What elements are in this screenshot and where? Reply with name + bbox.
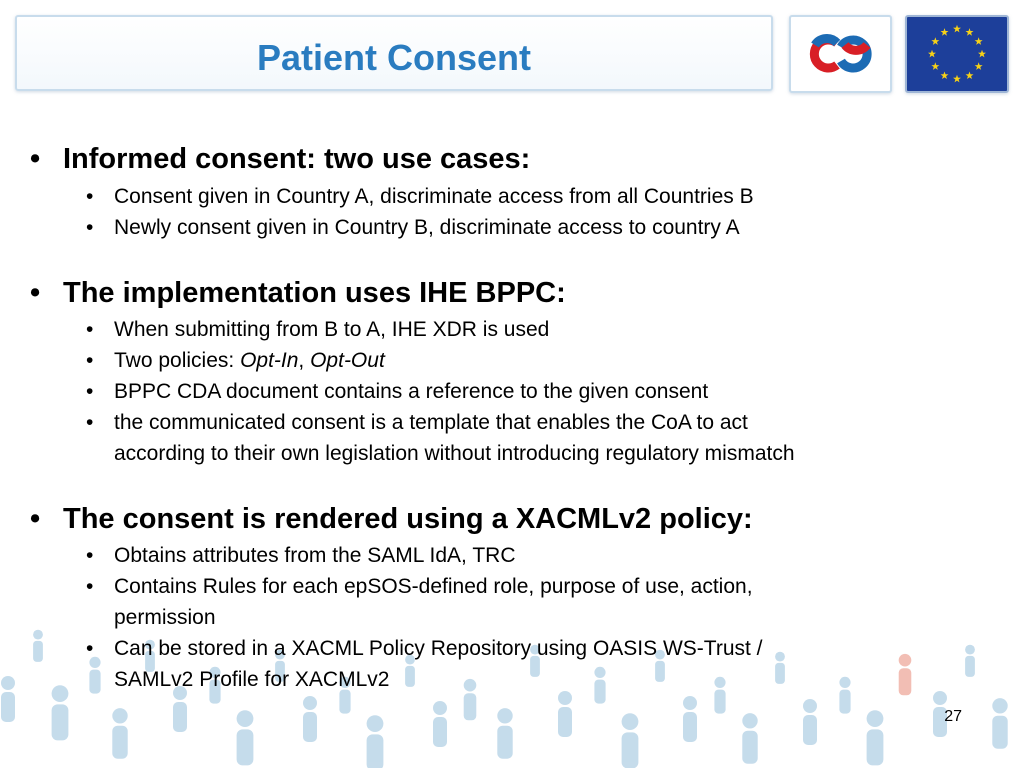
bullet-icon: • <box>30 503 41 535</box>
bullet-icon: • <box>86 380 94 403</box>
bullet-icon: • <box>30 143 41 175</box>
page-title: Patient Consent <box>256 37 532 78</box>
bullet-icon: • <box>30 277 41 309</box>
bullet-icon: • <box>86 216 94 239</box>
bullet-icon: • <box>86 185 94 208</box>
page-number: 27 <box>944 708 962 725</box>
bullet-icon: • <box>86 318 94 341</box>
bullet-icon: • <box>86 411 94 434</box>
bullet-icon: • <box>86 349 94 372</box>
bullet-icon: • <box>86 544 94 567</box>
bullet-icon: • <box>86 575 94 598</box>
slide-content: • Informed consent: two use cases: • Consent given in Country A, discriminate access from all Countries B • Newly consent given in Country B, discriminate access to country A • The implementation uses IHE BPPC: • When submitting from B to A, IHE XDR is used • Two policies: Opt-In, Opt-Out • BPPC CDA document contains a reference to the given consent • the communicated consent is a template that enables the CoA to act according to their own legislation without introducing regulatory mismatch • The consent is rendered using a XACMLv2 policy: • Obtains attributes from the SAML IdA, TRC • Contains Rules for each epSOS-defined role, purpose of use, action, permission • Can be stored in a XACML Policy Repository using OASIS WS-Trust / SAMLv2 Profile for XACMLv2 <box>30 143 795 691</box>
bullet-icon: • <box>86 637 94 660</box>
